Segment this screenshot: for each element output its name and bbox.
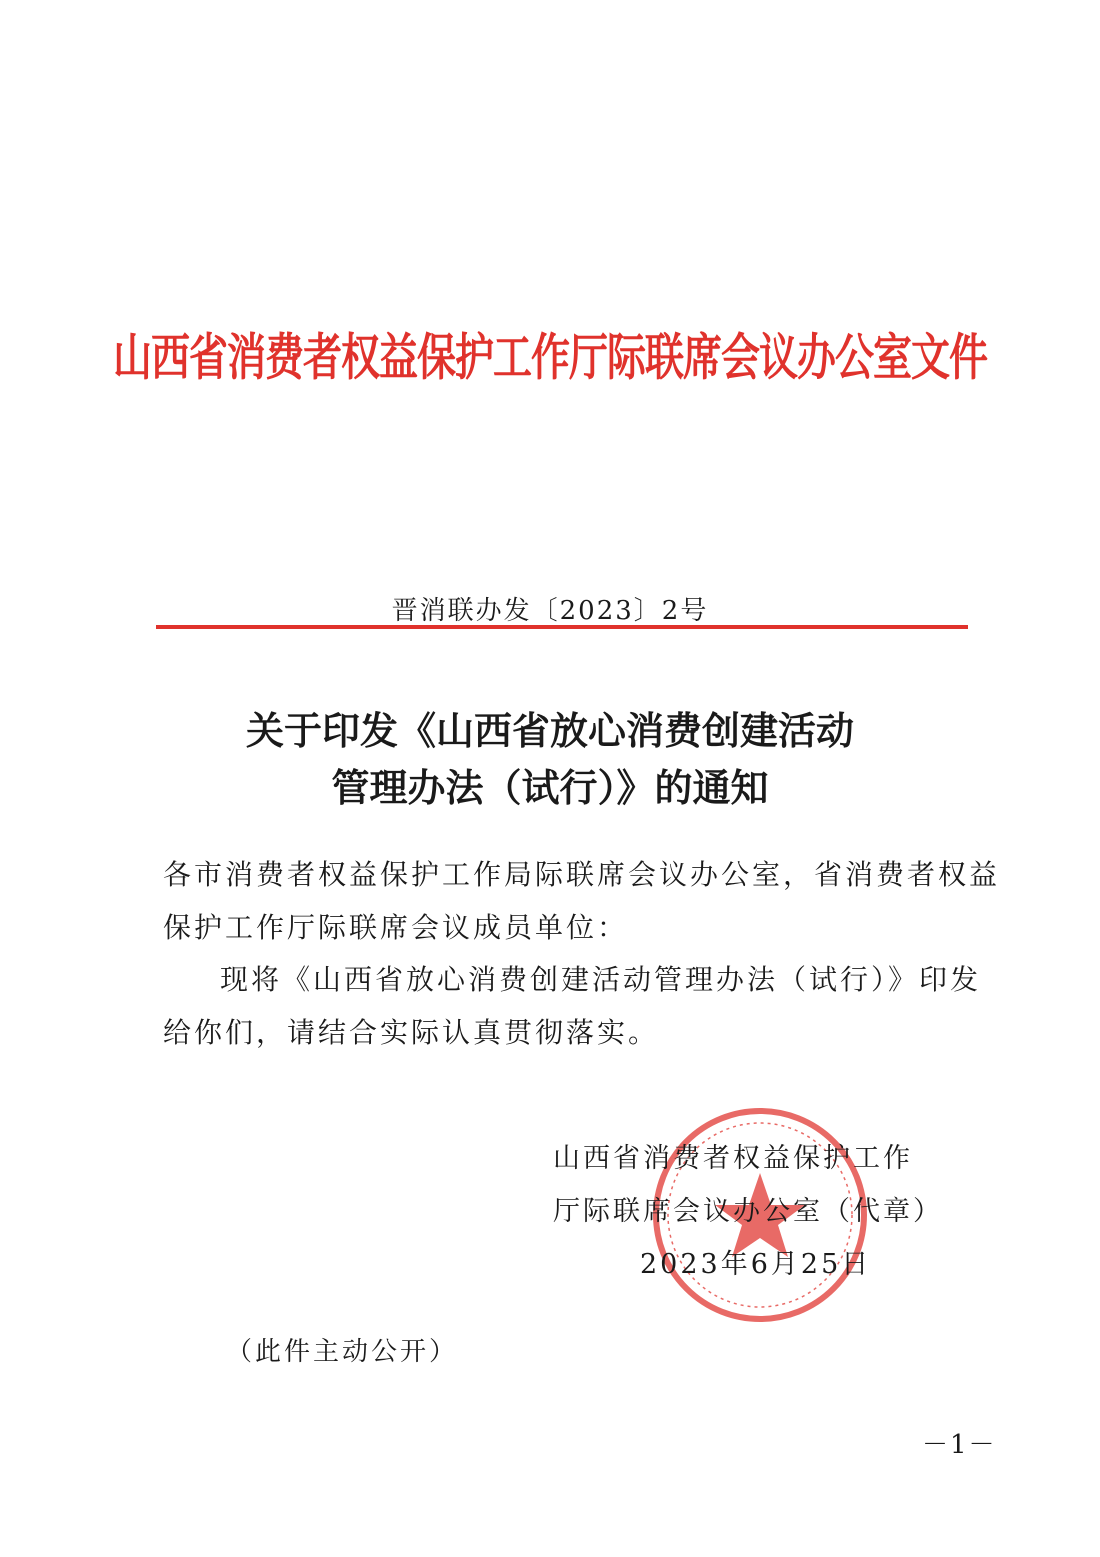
red-divider-line <box>156 625 968 629</box>
page-number: －1－ <box>922 1430 997 1460</box>
addressee-line-2: 保护工作厅际联席会议成员单位： <box>163 911 629 944</box>
signature-line-1: 山西省消费者权益保护工作 <box>553 1143 913 1174</box>
publicity-note: （此件主动公开） <box>226 1337 459 1367</box>
signature-date: 2023年6月25日 <box>640 1249 872 1280</box>
addressee-line-1: 各市消费者权益保护工作局际联席会议办公室，省消费者权益 <box>163 858 1001 891</box>
notice-title-line-2: 管理办法（试行）》的通知 <box>331 765 769 810</box>
notice-title-line-1: 关于印发《山西省放心消费创建活动 <box>245 708 854 753</box>
signature-line-2: 厅际联席会议办公室（代章） <box>553 1196 943 1227</box>
document-header-title: 山西省消费者权益保护工作厅际联席会议办公室文件 <box>112 329 987 388</box>
body-paragraph-line-1: 现将《山西省放心消费创建活动管理办法（试行）》印发 <box>220 963 982 996</box>
document-number: 晋消联办发〔2023〕2号 <box>391 596 709 626</box>
body-paragraph-line-2: 给你们，请结合实际认真贯彻落实。 <box>163 1016 660 1049</box>
